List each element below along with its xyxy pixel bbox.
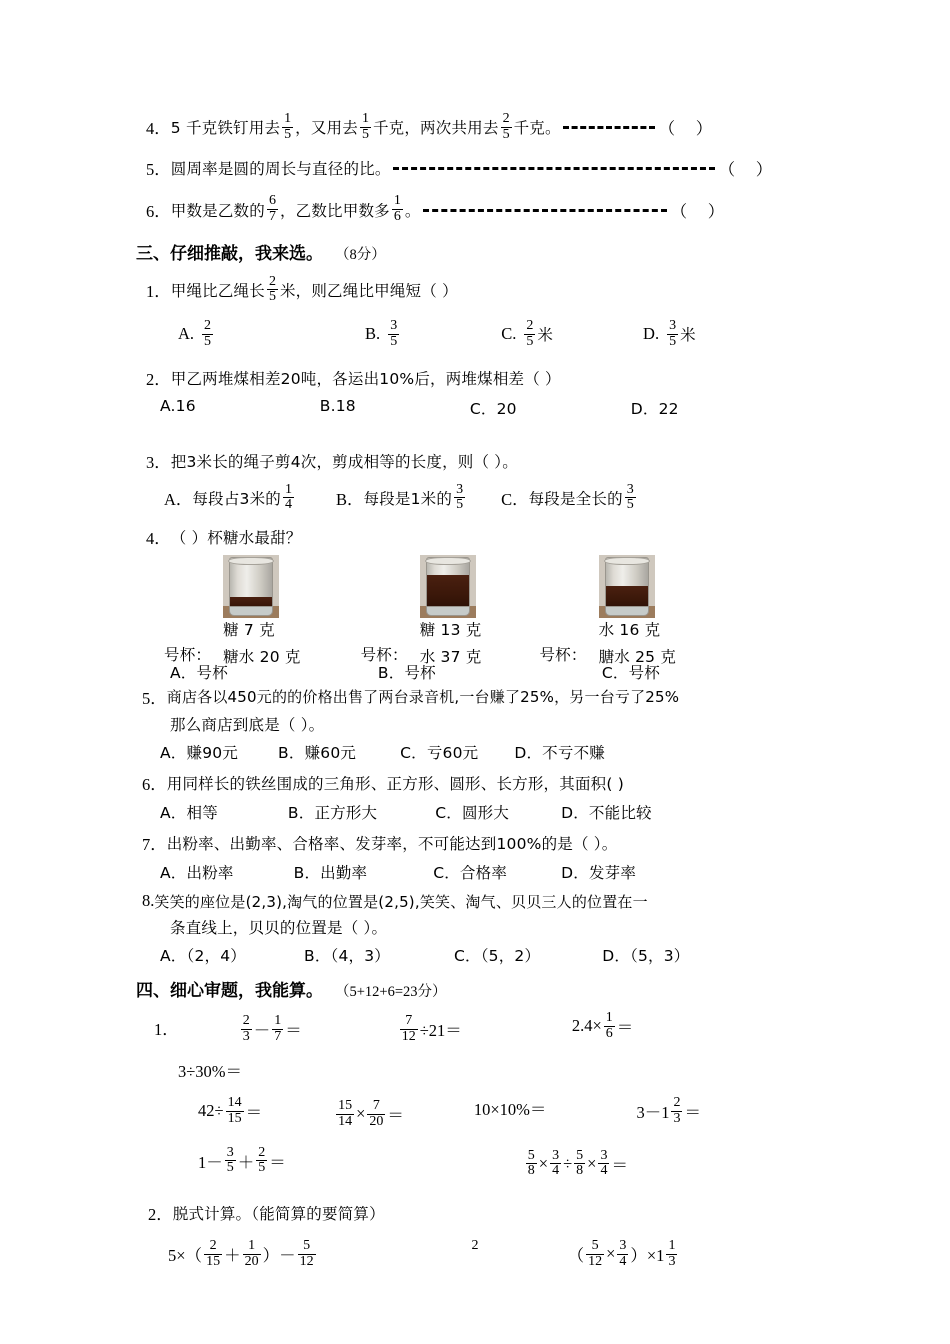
text-run: ＋ <box>237 1152 255 1172</box>
fraction-denominator: 5 <box>284 126 292 142</box>
text-run: （ <box>567 1246 585 1266</box>
text-run: × <box>587 1153 597 1173</box>
fraction-numerator: 1 <box>284 111 292 126</box>
fraction-numerator: 2 <box>502 111 510 126</box>
option-choice[interactable] <box>336 483 467 513</box>
text-run: 42÷ <box>198 1101 224 1121</box>
cup-caption-line2: 糖水 20 克 <box>223 647 301 666</box>
text-run: ÷ <box>563 1153 573 1173</box>
fraction-numerator: 1 <box>284 481 292 497</box>
fraction <box>392 194 403 224</box>
computation-expression <box>178 1058 242 1082</box>
text-run: 每段是1米的 <box>363 489 453 508</box>
option-choice[interactable]: D．发芽率 <box>561 863 637 882</box>
expression <box>524 1149 628 1179</box>
fraction-denominator: 20 <box>244 1253 259 1269</box>
option-choice[interactable]: B．赚60元 <box>278 743 357 762</box>
fraction-numerator: 2 <box>268 273 276 289</box>
cup-label: 号杯： <box>164 645 212 664</box>
cup-caption-line1: 水 16 克 <box>598 620 661 639</box>
fraction <box>598 1149 609 1179</box>
fraction-numerator: 3 <box>619 1238 627 1253</box>
fraction <box>267 275 278 305</box>
cup-caption-line2: 膅水 25 克 <box>598 647 677 666</box>
text-run: ＝ <box>684 1103 701 1123</box>
expression <box>334 1099 404 1129</box>
text-run: 米 <box>680 326 696 345</box>
fraction <box>574 1149 585 1179</box>
text-run: × <box>606 1244 616 1264</box>
q6-options <box>136 801 828 823</box>
computation-expression <box>572 1011 633 1044</box>
text-run: 甲数是乙数的 <box>170 201 265 220</box>
option-choice[interactable] <box>501 319 553 349</box>
option-choice[interactable] <box>643 319 696 349</box>
section3-question-8 <box>136 891 828 966</box>
fraction-numerator: 2 <box>526 318 534 334</box>
text-run: 2.4× <box>571 1016 602 1036</box>
fraction-denominator: 4 <box>619 1253 627 1269</box>
cup-caption <box>599 618 676 667</box>
page-number: 2 <box>471 1238 479 1253</box>
option-choice[interactable]: D．22 <box>630 399 679 418</box>
fraction-denominator: 4 <box>552 1163 560 1179</box>
q8-index: 8. <box>142 891 155 911</box>
fraction <box>241 1014 252 1044</box>
computation-expression <box>636 1096 701 1129</box>
fraction <box>367 1099 385 1129</box>
fraction <box>667 319 678 349</box>
section3-question-4 <box>136 525 828 683</box>
s4q2-stem: 脱式计算。（能简算的要简算） <box>172 1205 385 1223</box>
fraction-numerator: 3 <box>600 1147 608 1163</box>
text-run: A． <box>164 489 193 509</box>
expression <box>474 1096 547 1120</box>
fraction-denominator: 5 <box>669 333 677 349</box>
q7-index: 7． <box>142 834 167 854</box>
fraction-denominator: 3 <box>673 1110 681 1126</box>
fraction-numerator: 14 <box>227 1095 242 1111</box>
text-run: D. <box>643 324 660 344</box>
option-choice[interactable] <box>164 483 296 513</box>
section3-heading <box>136 239 828 264</box>
fraction-numerator: 7 <box>405 1012 413 1028</box>
cup-figure-and-caption <box>593 555 676 667</box>
text-run: × <box>538 1153 549 1173</box>
fraction-denominator: 20 <box>369 1113 384 1129</box>
q5-stem-line2: 那么商店到底是（ ）。 <box>170 715 325 734</box>
text-run: × <box>356 1104 366 1124</box>
computation-expression <box>474 1096 547 1129</box>
fraction <box>388 319 399 349</box>
section4-question-1 <box>136 1011 828 1179</box>
fraction-denominator: 7 <box>268 209 276 225</box>
glass-icon <box>223 555 279 618</box>
expression <box>398 1014 462 1044</box>
option-choice[interactable]: B．号杯 <box>377 663 436 682</box>
option-choice[interactable]: B.18 <box>319 396 356 415</box>
option-choice[interactable]: C．合格率 <box>433 863 508 882</box>
fraction <box>604 1011 615 1041</box>
q2-index: 2． <box>146 369 171 389</box>
true-false-item <box>136 156 828 180</box>
fraction <box>336 1099 354 1129</box>
fraction-numerator: 3 <box>626 481 634 497</box>
text-run: 4． <box>146 119 171 139</box>
fraction-denominator: 5 <box>258 1160 266 1176</box>
text-run: ，乙数比甲数多 <box>279 201 390 220</box>
section4-question-2 <box>136 1201 828 1269</box>
fraction <box>267 194 278 224</box>
computation-expression <box>334 1096 404 1129</box>
q7-stem: 出粉率、出勤率、合格率、发芽率，不可能达到100%的是（ ）。 <box>166 834 618 853</box>
option-choice[interactable]: D．不能比较 <box>561 803 652 822</box>
text-run: ＝ <box>269 1152 286 1172</box>
q2-stem: 甲乙两堆煤相差20吨，各运出10%后，两堆煤相差（ ） <box>170 369 561 388</box>
s4q2-index: 2． <box>148 1205 173 1224</box>
fraction-denominator: 5 <box>268 289 276 305</box>
fraction-numerator: 1 <box>361 111 369 126</box>
section3-question-7 <box>136 831 828 883</box>
fraction-denominator: 6 <box>393 209 401 225</box>
text-run: 3÷30%＝ <box>178 1062 243 1082</box>
fraction-numerator: 3 <box>226 1144 234 1160</box>
option-choice[interactable]: A．相等 <box>160 803 218 822</box>
q6-stem: 用同样长的铁丝围成的三角形、正方形、圆形、长方形，其面积( ) <box>166 774 624 793</box>
glass-icon <box>599 555 655 618</box>
fraction-denominator: 6 <box>605 1025 613 1041</box>
text-run: 。 <box>404 201 421 220</box>
section4-points: （5+12+6=23分） <box>335 983 447 1000</box>
fraction-denominator: 5 <box>456 497 464 513</box>
section3-points: （8分） <box>335 246 386 263</box>
option-choice[interactable]: C．（5，2） <box>454 946 541 965</box>
q3-stem: 把3米长的绳子剪4次，剪成相等的长度，则（ ）。 <box>170 452 518 471</box>
true-false-section <box>136 112 828 225</box>
q3-index: 3． <box>146 452 171 472</box>
option-choice[interactable] <box>501 483 638 513</box>
cup-caption-line1: 糖 7 克 <box>223 620 275 639</box>
fraction-numerator: 2 <box>209 1238 217 1253</box>
page-content <box>136 112 828 1269</box>
fraction-numerator: 1 <box>668 1238 676 1253</box>
q7-options <box>136 861 828 883</box>
fraction-denominator: 4 <box>600 1163 608 1179</box>
text-run: ＝ <box>245 1103 263 1123</box>
fraction-numerator: 5 <box>303 1238 311 1253</box>
fraction <box>625 483 636 513</box>
fraction-numerator: 1 <box>274 1012 282 1028</box>
fraction <box>454 483 465 513</box>
q1-stem-fraction <box>265 275 280 305</box>
option-choice[interactable]: D．（5，3） <box>602 946 690 965</box>
text-run: 5 千克铁钉用去 <box>170 119 281 138</box>
fraction-denominator: 3 <box>668 1253 676 1269</box>
fraction-numerator: 2 <box>204 318 212 334</box>
fraction-denominator: 5 <box>502 126 510 142</box>
s4q1-row3 <box>136 1096 828 1129</box>
text-run: 5． <box>146 160 171 180</box>
option-choice[interactable]: B．（4，3） <box>303 946 390 965</box>
text-run: 千克，两次共用去 <box>372 119 499 138</box>
fraction-denominator: 15 <box>227 1110 242 1126</box>
expression <box>198 1146 286 1176</box>
text-run: ＋ <box>224 1246 241 1266</box>
cup-figure-and-caption <box>217 555 300 667</box>
computation-expression <box>524 1146 628 1179</box>
fraction <box>225 1146 236 1176</box>
glass-rim <box>425 557 471 565</box>
fraction-denominator: 12 <box>588 1253 603 1269</box>
fraction-denominator: 5 <box>390 333 398 349</box>
text-run: ＝ <box>285 1021 302 1041</box>
fraction-denominator: 14 <box>338 1113 353 1129</box>
computation-expression <box>239 1011 302 1044</box>
fraction <box>226 1096 244 1126</box>
fraction <box>526 1149 537 1179</box>
option-choice[interactable]: B．正方形大 <box>287 803 378 822</box>
q8-stem-line1: 笑笑的座位是(2,3),淘气的位置是(2,5),笑笑、淘气、贝贝三人的位置在一 <box>154 892 648 911</box>
text-run: 1－ <box>198 1152 223 1172</box>
fraction-denominator: 5 <box>204 333 212 349</box>
s4q1-row1 <box>179 1011 828 1044</box>
text-run: ÷21＝ <box>419 1021 462 1041</box>
glass-rim <box>604 557 650 565</box>
expression <box>636 1096 701 1126</box>
glass-base <box>229 606 273 616</box>
fraction <box>671 1096 682 1126</box>
fraction-numerator: 2 <box>673 1095 681 1111</box>
s4q1-row4 <box>136 1146 828 1179</box>
expression <box>572 1011 633 1041</box>
option-choice[interactable]: A.16 <box>160 396 196 415</box>
fraction <box>256 1146 267 1176</box>
option-choice[interactable]: C．亏60元 <box>400 743 479 762</box>
glass-base <box>605 606 649 616</box>
sugar-water-cup <box>164 555 301 667</box>
option-choice[interactable]: C．20 <box>469 399 517 418</box>
true-false-item <box>136 112 828 142</box>
fraction-numerator: 1 <box>393 193 401 209</box>
text-run: A. <box>178 324 195 344</box>
text-run: B. <box>365 324 381 344</box>
text-run: 每段占3米的 <box>192 489 281 508</box>
section3-question-6 <box>136 771 828 823</box>
text-run: B． <box>335 489 364 509</box>
text-run: 每段是全长的 <box>528 489 623 508</box>
text-run: ＝ <box>616 1018 634 1038</box>
option-choice[interactable]: C．号杯 <box>601 663 660 682</box>
text-run: ）×1 <box>630 1246 665 1266</box>
q2-options <box>136 397 828 419</box>
glass-icon <box>420 555 476 618</box>
option-choice[interactable] <box>365 319 401 349</box>
cup-caption-line2: 水 37 克 <box>419 647 482 666</box>
fraction-numerator: 3 <box>456 481 464 497</box>
q5-index: 5． <box>142 688 167 708</box>
section3-question-2 <box>136 366 828 419</box>
cup-label: 号杯： <box>539 645 587 664</box>
section3-title: 三、仔细推敲，我来选。 <box>136 243 323 264</box>
fraction-denominator: 5 <box>361 126 369 142</box>
sugar-water-cup <box>539 555 676 667</box>
text-run: C． <box>501 489 529 509</box>
glass-rim <box>228 557 274 565</box>
option-choice[interactable]: D．不亏不赚 <box>514 743 605 762</box>
answer-blank[interactable]: （ ） <box>670 201 725 221</box>
q5-options <box>136 741 828 763</box>
glass-base <box>426 606 470 616</box>
fraction-numerator: 1 <box>248 1238 256 1253</box>
section3-question-5 <box>136 685 828 763</box>
fraction-numerator: 2 <box>242 1012 250 1028</box>
fraction-denominator: 4 <box>284 497 292 513</box>
fraction-numerator: 1 <box>605 1009 613 1025</box>
fraction-denominator: 5 <box>526 333 534 349</box>
fraction <box>360 112 371 142</box>
q1-options <box>136 319 828 349</box>
computation-expression <box>198 1096 262 1129</box>
s4q1-index: 1． <box>154 1019 179 1039</box>
fraction-denominator: 7 <box>274 1028 282 1044</box>
fraction <box>501 112 512 142</box>
fraction-numerator: 3 <box>390 318 398 334</box>
fraction-numerator: 2 <box>258 1144 266 1160</box>
text-run: 3－1 <box>636 1103 670 1123</box>
text-run: 5×（ <box>168 1246 203 1266</box>
text-run: 圆周率是圆的周长与直径的比。 <box>170 160 391 179</box>
cup-caption <box>223 618 300 667</box>
option-choice[interactable]: C．圆形大 <box>435 803 510 822</box>
option-choice[interactable]: A．出粉率 <box>160 863 234 882</box>
q1-index: 1． <box>146 281 171 301</box>
cup-caption <box>420 618 482 667</box>
sugar-water-cup <box>361 555 482 667</box>
expression <box>239 1014 302 1044</box>
glass-liquid <box>427 575 469 610</box>
dotted-leader <box>563 126 655 129</box>
fraction <box>272 1014 283 1044</box>
fraction-numerator: 5 <box>576 1147 584 1163</box>
text-run: － <box>253 1021 271 1041</box>
section3-question-3 <box>136 449 828 513</box>
fraction-numerator: 3 <box>552 1147 560 1163</box>
true-false-item <box>136 194 828 224</box>
text-run: ＝ <box>611 1155 628 1175</box>
fraction-denominator: 12 <box>299 1253 314 1269</box>
fraction <box>550 1149 561 1179</box>
fraction <box>283 483 294 513</box>
expression <box>198 1096 262 1126</box>
section4-heading <box>136 976 828 1001</box>
fraction-numerator: 15 <box>338 1098 353 1114</box>
section4-title: 四、细心审题，我能算。 <box>136 980 323 1001</box>
fraction-numerator: 6 <box>268 193 276 209</box>
fraction <box>524 319 535 349</box>
text-run: 10×10%＝ <box>473 1100 547 1120</box>
text-run: 6． <box>146 201 171 221</box>
option-choice[interactable]: A．（2，4） <box>160 946 246 965</box>
text-run: ）－ <box>262 1246 296 1266</box>
fraction-numerator: 3 <box>669 318 677 334</box>
option-choice[interactable] <box>178 319 215 349</box>
fraction <box>400 1014 418 1044</box>
q8-stem-line2: 条直线上，贝贝的位置是（ ）。 <box>170 918 388 937</box>
fraction-denominator: 3 <box>242 1028 250 1044</box>
q1-stem-a: 甲绳比乙绳长 <box>170 281 265 300</box>
text-run: 千克。 <box>513 119 561 138</box>
q6-index: 6． <box>142 774 167 794</box>
fraction-numerator: 7 <box>372 1098 380 1114</box>
q8-options <box>136 944 828 966</box>
q5-stem-line1: 商店各以450元的的价格出售了两台录音机,一台赚了25%，另一台亏了25% <box>166 688 680 707</box>
answer-blank[interactable]: （ ） <box>718 160 773 180</box>
q4-index: 4． <box>146 528 171 548</box>
s4q1-row2 <box>136 1058 828 1082</box>
fraction-denominator: 8 <box>576 1163 584 1179</box>
q4-stem: （ ）杯糖水最甜？ <box>170 528 302 547</box>
cup-caption-line1: 糖 13 克 <box>419 620 482 639</box>
q1-stem-b: 米，则乙绳比甲绳短（ ） <box>279 281 458 300</box>
q4-cups-row <box>136 555 828 667</box>
computation-expression <box>398 1011 462 1044</box>
section3-question-1 <box>136 275 828 350</box>
option-choice[interactable]: A．号杯 <box>170 663 228 682</box>
text-run: ＝ <box>387 1106 404 1126</box>
fraction-denominator: 15 <box>206 1253 221 1269</box>
text-run: ，又用去 <box>295 119 358 138</box>
fraction <box>282 112 293 142</box>
fraction-denominator: 5 <box>626 497 634 513</box>
dotted-leader <box>423 209 667 212</box>
cup-label: 号杯： <box>360 645 408 664</box>
fraction-denominator: 8 <box>527 1163 535 1179</box>
option-choice[interactable]: A．赚90元 <box>160 743 239 762</box>
answer-blank[interactable]: （ ） <box>658 119 713 139</box>
dotted-leader <box>393 167 715 170</box>
text-run: C. <box>501 324 517 344</box>
computation-expression <box>198 1146 286 1179</box>
fraction-denominator: 12 <box>401 1028 416 1044</box>
fraction-numerator: 5 <box>591 1238 599 1253</box>
option-choice[interactable]: B．出勤率 <box>293 863 368 882</box>
expression <box>178 1058 242 1082</box>
fraction <box>202 319 213 349</box>
fraction-denominator: 5 <box>226 1160 234 1176</box>
fraction-numerator: 5 <box>527 1147 535 1163</box>
q3-options <box>136 483 828 513</box>
cup-figure-and-caption <box>414 555 482 667</box>
text-run: 米 <box>537 326 554 345</box>
